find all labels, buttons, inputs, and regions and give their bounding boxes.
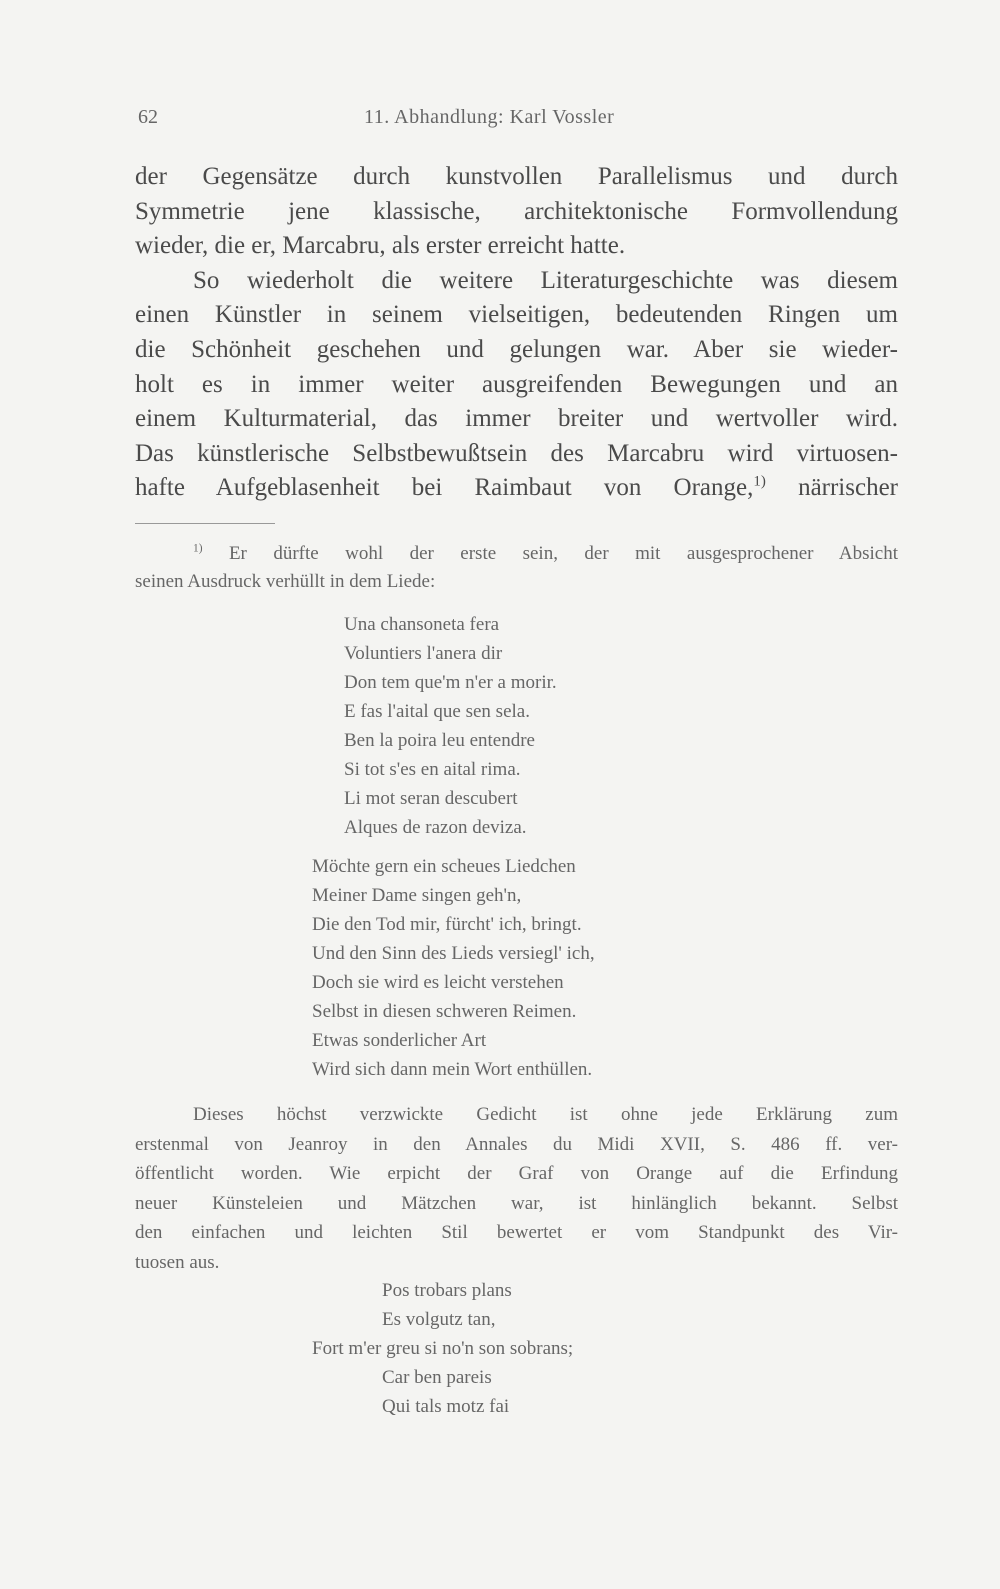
text-line: wieder, die er, Marcabru, als erster erreicht hatte.	[135, 232, 626, 260]
text-line: einem Kulturmaterial, das immer breiter und wertvoller wird.	[135, 405, 898, 433]
text-segment: närrischer	[798, 474, 899, 502]
text-line: Symmetrie jene klassische, architektonische Formvollendung	[135, 197, 898, 225]
footnote-divider	[135, 523, 275, 524]
footnote-line: seinen Ausdruck verhüllt in dem Liede:	[135, 571, 436, 592]
text-line: die Schönheit geschehen und gelungen war. Aber sie wieder-	[135, 335, 898, 363]
footnote-line	[135, 540, 898, 568]
verse-line: Voluntiers l'anera dir	[344, 643, 503, 664]
text-line: Das künstlerische Selbstbewußtsein des Marcabru wird virtuosen-	[135, 439, 898, 467]
verse-line: Una chansoneta fera	[344, 614, 500, 635]
footnote	[135, 540, 898, 596]
verse-line: Wird sich dann mein Wort enthüllen.	[312, 1059, 593, 1080]
footnote-line: tuosen aus.	[135, 1251, 220, 1273]
footnote-marker: 1)	[193, 542, 203, 555]
verse-line: Pos trobars plans	[382, 1280, 512, 1301]
footnote-line: neuer Künsteleien und Mätzchen war, ist hinlänglich bekannt. Selbst	[135, 1192, 898, 1214]
verse-line: Car ben pareis	[382, 1367, 492, 1388]
verse-line: Si tot s'es en aital rima.	[344, 759, 521, 780]
verse-line: Etwas sonderlicher Art	[312, 1030, 487, 1051]
main-text	[135, 160, 898, 506]
footnote-line: Dieses höchst verzwickte Gedicht ist ohne jede Erklärung zum	[193, 1104, 898, 1125]
footnote-line: öffentlicht worden. Wie erpicht der Graf von Orange auf die Erfindung	[135, 1163, 898, 1184]
text-segment: hafte Aufgeblasenheit bei Raimbaut von Orange,	[135, 474, 754, 502]
verse-line: Und den Sinn des Lieds versiegl' ich,	[312, 943, 595, 964]
verse-final	[312, 1276, 573, 1421]
footnote-line: den einfachen und leichten Stil bewertet er vom Standpunkt des Vir-	[135, 1222, 898, 1243]
verse-line: Ben la poira leu entendre	[344, 730, 535, 751]
verse-line: Don tem que'm n'er a morir.	[344, 672, 557, 693]
text-line: So wiederholt die weitere Literaturgeschichte was diesem	[193, 266, 898, 294]
verse-line: Alques de razon deviza.	[344, 817, 527, 838]
footnote-paragraph	[135, 1100, 898, 1277]
verse-line: Möchte gern ein scheues Liedchen	[312, 856, 576, 877]
footnote-reference[interactable]: 1)	[753, 474, 766, 491]
footnote-text: Er dürfte wohl der erste sein, der mit ausgesprochener Absicht	[228, 543, 899, 564]
text-line: einen Künstler in seinem vielseitigen, bedeutenden Ringen um	[135, 301, 898, 329]
page-number: 62	[138, 106, 158, 128]
text-line-with-footnote	[135, 471, 898, 506]
verse-line: Es volgutz tan,	[382, 1309, 496, 1330]
header-title: 11. Abhandlung: Karl Vossler	[364, 106, 615, 128]
verse-original	[344, 610, 557, 842]
verse-line: E fas l'aital que sen sela.	[344, 701, 530, 722]
verse-line: Doch sie wird es leicht verstehen	[312, 972, 564, 993]
verse-line: Die den Tod mir, fürcht' ich, bringt.	[312, 914, 582, 935]
text-line: der Gegensätze durch kunstvollen Parallelismus und durch	[135, 163, 898, 190]
verse-line: Selbst in diesen schweren Reimen.	[312, 1001, 577, 1022]
verse-line: Qui tals motz fai	[382, 1396, 510, 1417]
running-head	[138, 106, 898, 136]
verse-line: Meiner Dame singen geh'n,	[312, 885, 522, 906]
footnote-line: erstenmal von Jeanroy in den Annales du Midi XVII, S. 486 ff. ver-	[135, 1133, 898, 1155]
text-line: holt es in immer weiter ausgreifenden Bewegungen und an	[135, 370, 898, 398]
verse-line: Li mot seran descubert	[344, 788, 518, 809]
verse-translation	[312, 852, 595, 1084]
verse-line: Fort m'er greu si no'n son sobrans;	[312, 1338, 574, 1359]
